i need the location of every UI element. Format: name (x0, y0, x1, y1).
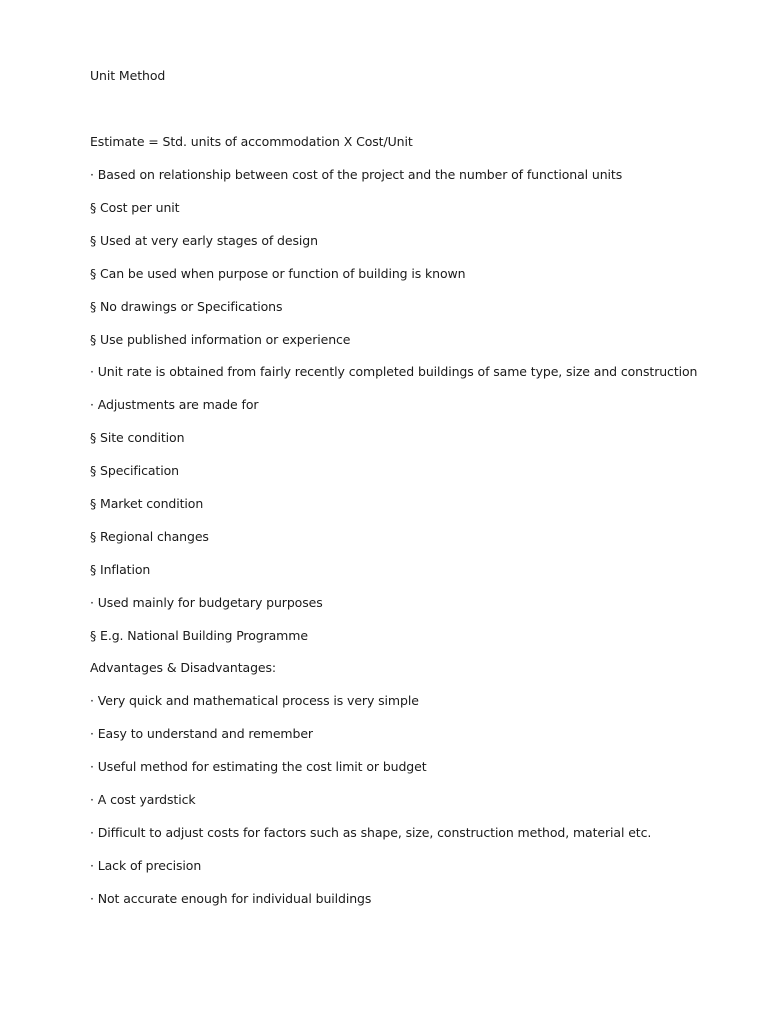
sub-bullet-line: § Use published information or experience (90, 332, 351, 347)
sub-bullet-line: § Site condition (90, 430, 185, 445)
bullet-line: · A cost yardstick (90, 792, 196, 807)
bullet-line: · Difficult to adjust costs for factors such as shape, size, construction method, material etc. (90, 825, 652, 840)
bullet-line: · Used mainly for budgetary purposes (90, 595, 323, 610)
sub-bullet-line: § No drawings or Specifications (90, 299, 283, 314)
bullet-line: · Useful method for estimating the cost limit or budget (90, 759, 427, 774)
bullet-line: · Not accurate enough for individual buildings (90, 891, 372, 906)
document-title: Unit Method (90, 68, 166, 83)
bullet-line: · Adjustments are made for (90, 397, 259, 412)
bullet-line: · Very quick and mathematical process is very simple (90, 693, 419, 708)
sub-bullet-line: § Specification (90, 463, 179, 478)
sub-bullet-line: § Used at very early stages of design (90, 233, 318, 248)
sub-bullet-line: § Can be used when purpose or function of building is known (90, 266, 466, 281)
sub-bullet-line: § E.g. National Building Programme (90, 628, 308, 643)
bullet-line: · Unit rate is obtained from fairly recently completed buildings of same type, size and construction (90, 364, 698, 379)
sub-bullet-line: § Market condition (90, 496, 204, 511)
bullet-line: · Easy to understand and remember (90, 726, 313, 741)
section-heading: Advantages & Disadvantages: (90, 660, 277, 675)
sub-bullet-line: § Regional changes (90, 529, 209, 544)
sub-bullet-line: § Inflation (90, 562, 151, 577)
sub-bullet-line: § Cost per unit (90, 200, 180, 215)
bullet-line: · Based on relationship between cost of the project and the number of functional units (90, 167, 623, 182)
bullet-line: · Lack of precision (90, 858, 202, 873)
formula-line: Estimate = Std. units of accommodation X Cost/Unit (90, 134, 413, 149)
